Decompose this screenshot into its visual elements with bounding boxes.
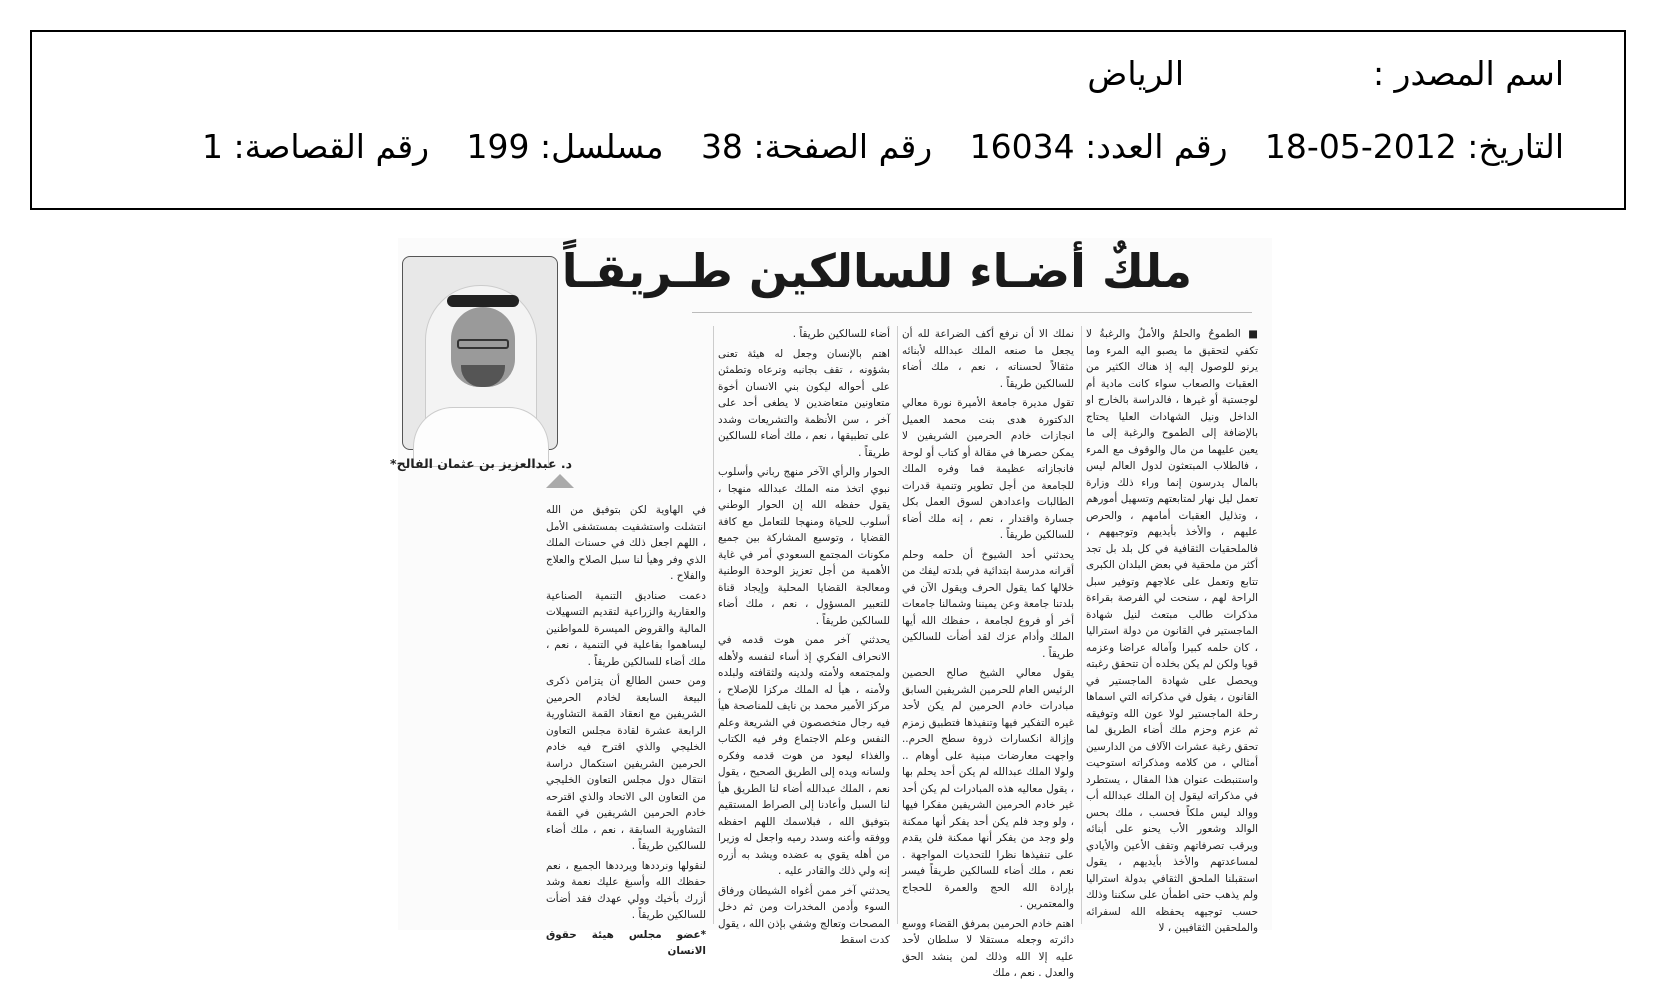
paragraph: لنقولها ونرددها ويرددها الجميع ، نعم حفظك الله وأسبغ عليك نعمة وشد أزرك بأخيك وولي عهدك فقد أضأت للسالكين طريقاً . [546, 859, 706, 921]
column-divider [1081, 326, 1082, 924]
paragraph: يحدثني آخر ممن أغواه الشيطان ورفاق السوء وأدمن المخدرات ومن ثم دخل المصحات وتعالج وشفي بإذن الله ، يقول كدت اسقط [718, 884, 890, 946]
paragraph: ومن حسن الطالع أن يتزامن ذكرى البيعة السابعة لخادم الحرمين الشريفين مع انعقاد القمة التشاورية الرابعة عشرة لقادة مجلس التعاون الخليجي والذي اقترح فيه خادم الحرمين الشريفين استكمال دراسة انتقال دول مجلس التعاون الخليجي من التعاون الى الاتحاد والذي اقترحه خادم الحرمين الشريفين في القمة التشاورية السابقة ، نعم ، ملك أضاء للسالكين طريقاً . [546, 675, 706, 852]
paragraph: أضاء للسالكين طريقاً . [792, 328, 890, 340]
photo-agal [447, 295, 519, 307]
newspaper-clipping [390, 238, 1272, 979]
author-photo [402, 256, 558, 450]
source-label: اسم المصدر : [1372, 54, 1564, 93]
source-value: الرياض [1087, 54, 1184, 93]
article-column-3 [718, 326, 890, 946]
clip-number: رقم القصاصة: 1 [202, 127, 430, 166]
paragraph: ■ الطموحُ والحلمُ والأملُ والرغبةُ لا تكفي لتحقيق ما يصبو اليه المرء وما يرنو للوصول إليه إذ هناك الكثير من العقبات والصعاب سواء كانت مادية أم لوجستية أو غيرها ، فالدراسة بالخارج او الداخل ونيل الشهادات العليا يحتاج بالإضافة إلى الطموح والرغبة إلى ما يعين عليهما من مال والوقوف مع المرء ، فالطلاب المبتعثون لدول العالم ليس بالمال يدرسون إنما وراء ذلك وزارة تعمل ليل نهار لمتابعتهم وتسهيل أمورهم ، وتذليل العقبات أمامهم ، والحرص عليهم ، والأخذ بأيديهم وتوجيههم ، فالملحقيات الثقافية في كل بلد بل تجد أكثر من ملحقية في بعض البلدان الكبرى تتابع وتعمل على علاجهم وتوفير سبل الراحة لهم ، سنحت لي الفرصة بقراءة مذكرات طالب مبتعث لنيل شهادة الماجستير في القانون من دولة استراليا ، كان حلمه كبيرا وآماله عراضا وعزمه قويا ولكن لم يكن بخلده أن تتحقق رغبته ويحصل على شهادة الماجستير في القانون ، يقول في مذكراته التي اسماها رحلة الماجستير لولا عون الله وتوفيقه ثم عزم وحزم ملك أضاء الطريق لما تحقق رغبة عشرات الآلاف من الدارسين أمثالي ، من كلامه ومذكراته استوحيت واستنبطت عنوان هذا المقال ، يستطرد في مذكراته ليقول إن الملك عبدالله أب ووالد ليس ملكاً فحسب ، ملك بحس الوالد وشعور الأب يحنو على أبنائه ويرقب تصرفاتهم وتقف الأعين والأيادي لمساعدتهم والأخذ بأيديهم ، يقول استقبلنا الملحق الثقافي بدولة استراليا ولم يذهب حتى اطمأن على سكننا وذلك حسب توجيهه يحفظه الله لسفرائه والملحقين الثقافيين ، لا [1086, 328, 1258, 934]
paragraph: دعمت صناديق التنمية الصناعية والعقارية والزراعية لتقديم التسهيلات المالية والقروض الميسرة للمواطنين ليساهموا بفاعلية في التنمية ، نعم ، ملك أضاء للسالكين طريقاً . [546, 589, 706, 668]
article-headline: ملكٌ أضـاء للسالكين طـريقـاً [561, 244, 1192, 298]
author-byline: د. عبدالعزيز بن عثمان الفالح* [390, 456, 572, 471]
paragraph: تقول مديرة جامعة الأميرة نورة معالي الدكتورة هدى بنت محمد العميل انجازات خادم الحرمين الشريفين لا يمكن حصرها في مقالة أو كتاب أو لوحة فانجازاته عظيمة فما وفره الملك للجامعة من أجل تطوير وتنمية قدرات الطالبات واعدادهن لسوق العمل بكل جسارة واقتدار ، نعم ، إنه ملك أضاء للسالكين طريقاً . [902, 397, 1074, 541]
author-footnote: *عضو مجلس هيئة حقوق الانسان [546, 928, 706, 957]
headline-divider [692, 312, 1252, 313]
meta-row [202, 127, 1564, 166]
paragraph: يحدثني أحد الشيوخ أن حلمه وحلم أقرانه مدرسة ابتدائية في بلدته ليفك من خلالها كما يقول الحرف ويقول الآن في بلدتنا جامعة وعن يميننا وشمالنا جامعات أخر أو فروع لجامعة ، حفظك الله أيها الملك وأدام عزك لقد أضأت للسالكين طريقاً . [902, 548, 1074, 660]
article-column-4 [546, 502, 706, 957]
byline-pointer-icon [546, 474, 574, 488]
paragraph: يقول معالي الشيخ صالح الحصين الرئيس العام للحرمين الشريفين السابق مبادرات خادم الحرمين لم يكن لأحد غيره التفكير فيها وتنفيذها فتطبيق زمزم وإزالة انكسارات ذروة سطح الحرم.. واجهت معارضات مبنية على أوهام .. ولولا الملك عبدالله لم يكن أحد يحلم بها ، يقول معاليه هذه المبادرات لم يكن أحد غير خادم الحرمين الشريفين مفكرا فيها ، ولو وجد فلم يكن أحد يفكر أنها ممكنة ولو وجد من يفكر أنها ممكنة فلن يقدم على تنفيذها نظرا للتحديات المواجهة . نعم ، ملك أضاء للسالكين طريقاً فيسر بإرادة الله الحج والعمرة للحجاج والمعتمرين . [902, 667, 1074, 910]
page-number: رقم الصفحة: 38 [700, 127, 933, 166]
paragraph: نملك الا أن نرفع أكف الضراعة لله أن يجعل ما صنعه الملك عبدالله لأبنائه مثقالاً لحسناته ، نعم ، ملك أضاء للسالكين طريقاً . [902, 328, 1074, 390]
source-info-box [30, 30, 1626, 210]
article-column-1 [1086, 326, 1258, 934]
photo-glasses [457, 339, 509, 349]
article-column-2 [902, 326, 1074, 979]
paragraph: اهتم بالإنسان وجعل له هيئة تعنى بشؤونه ، تقف بجانبه وترعاه وتطمئن على أحواله ليكون بني الانسان أخوة متعاونين متعاضدين لا يطغى أحد على آخر ، سن الأنظمة والتشريعات وشدد على تطبيقها ، نعم ، ملك أضاء للسالكين طريقاً . [718, 347, 890, 459]
serial-number: مسلسل: 199 [466, 127, 664, 166]
issue-number: رقم العدد: 16034 [969, 127, 1228, 166]
column-divider [897, 326, 898, 924]
paragraph: في الهاوية لكن بتوفيق من الله انتشلت واستشفيت بمستشفى الأمل ، اللهم اجعل ذلك في حسنات الملك الذي وفر وهيأ لنا سبل الصلاح والعلاج والفلاح . [546, 504, 706, 582]
date-field: التاريخ: 2012-05-18 [1264, 127, 1564, 166]
paragraph: اهتم خادم الحرمين بمرفق القضاء ووسع دائرته وجعله مستقلا لا سلطان لأحد عليه إلا الله وذلك لمن ينشد الحق والعدل . نعم ، ملك [902, 917, 1074, 979]
source-row [1087, 54, 1564, 93]
paragraph: يحدثني آخر ممن هوت قدمه في الانحراف الفكري إذ أساء لنفسه ولأهله ولمجتمعه ولأمته ولدينه ولثقافته ولبلده ولأمنه ، هيأ له الملك مركزا للإصلاح ، مركز الأمير محمد بن نايف للمناصحة هيأ فيه رجال متخصصون في الشريعة وعلم النفس وعلم الاجتماع وفر فيه الكتاب والغذاء ليعود من هوت قدمه وفكره ولسانه ويده إلى الطريق الصحيح ، يقول نعم ، الملك عبدالله أضاء لنا الطريق هيأ لنا السبل وأعادنا إلى الصراط المستقيم بتوفيق الله ، فبلاسمك اللهم احفظه ووفقه وأعنه وسدد رميه واجعل له وزيرا من أهله يقوي به عضده ويشد به أزره إنه ولي ذلك والقادر عليه . [718, 634, 890, 877]
column-divider [713, 326, 714, 924]
paragraph: الحوار والرأي الآخر منهج رباني وأسلوب نبوي اتخذ منه الملك عبدالله منهجا ، يقول حفظه الله إن الحوار الوطني أسلوب للحياة ومنهجا للتعامل مع كافة القضايا ، وتوسيع المشاركة بين جميع مكونات المجتمع السعودي أمر في غاية الأهمية من أجل تعزيز الوحدة الوطنية ومعالجة القضايا المحلية وإيجاد قناة للتعبير المسؤول ، نعم ، ملك أضاء للسالكين طريقاً . [718, 466, 890, 627]
